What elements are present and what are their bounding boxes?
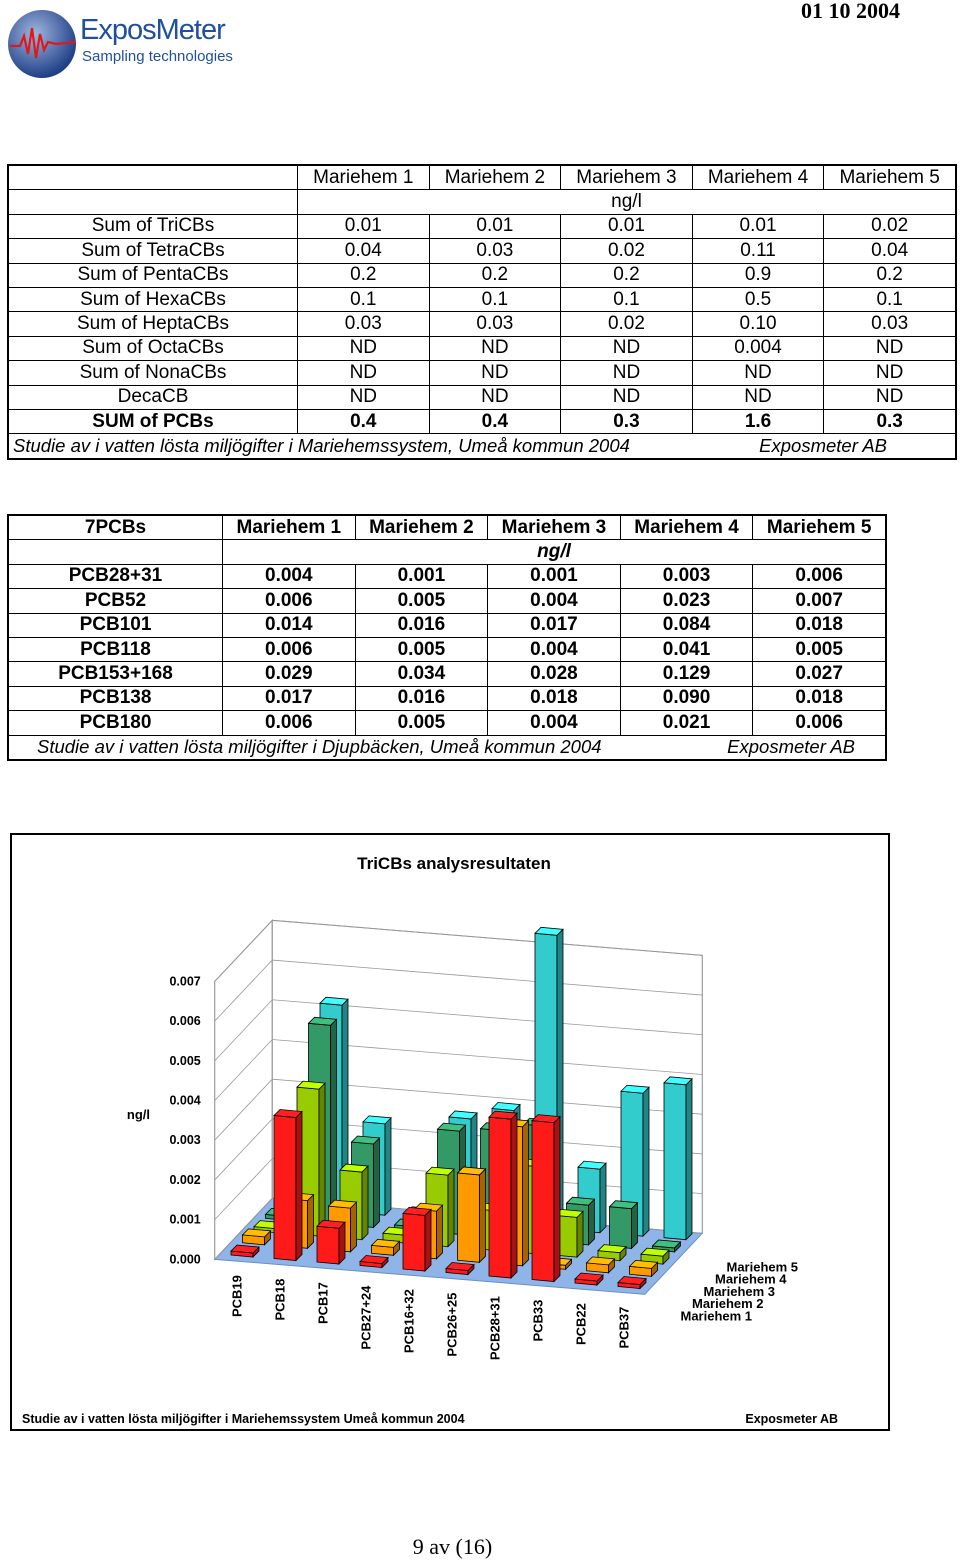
table-cell: 0.001 <box>355 564 488 588</box>
unit-row <box>8 540 886 564</box>
chart-bar <box>664 1077 692 1240</box>
table-cell: 0.03 <box>824 312 956 336</box>
table-cell: 0.1 <box>298 287 430 311</box>
chart-canvas <box>12 835 888 1429</box>
table-cell: 0.004 <box>488 637 621 661</box>
table-cell: 0.2 <box>298 263 430 287</box>
table-cell: 0.04 <box>824 239 956 263</box>
table-cell: 0.017 <box>488 613 621 637</box>
corner-cell <box>8 165 298 190</box>
table-cell: 0.02 <box>561 239 693 263</box>
table-cell: 0.129 <box>620 662 753 686</box>
unit-label: ng/l <box>298 190 957 214</box>
table-cell: 0.084 <box>620 613 753 637</box>
x-tick-label: PCB33 <box>530 1299 546 1342</box>
chart-bar <box>618 1277 646 1289</box>
chart-bar <box>360 1256 388 1268</box>
table-footer <box>8 735 886 760</box>
table-cell: 0.005 <box>355 589 488 613</box>
footer-right: Exposmeter AB <box>759 434 887 456</box>
table-cell: 0.3 <box>561 409 693 433</box>
table-cell: 0.007 <box>753 589 886 613</box>
table-cell: 0.3 <box>824 409 956 433</box>
table-cell: 0.4 <box>298 409 430 433</box>
x-tick-label: PCB17 <box>315 1282 331 1325</box>
table-cell: ND <box>429 336 561 360</box>
row-label: Sum of HeptaCBs <box>8 312 298 336</box>
table-cell: 0.006 <box>223 637 356 661</box>
row-label: PCB118 <box>8 637 223 661</box>
y-tick-label: 0.004 <box>169 1093 201 1108</box>
y-tick-label: 0.002 <box>169 1172 201 1187</box>
row-label: PCB153+168 <box>8 662 223 686</box>
table-cell: 0.005 <box>355 711 488 735</box>
x-tick-label: PCB19 <box>229 1275 245 1318</box>
row-label: Sum of NonaCBs <box>8 361 298 385</box>
row-label: Sum of TriCBs <box>8 214 298 238</box>
exposmeter-logo <box>6 6 266 82</box>
table-cell: 0.04 <box>298 239 430 263</box>
footer-right: Exposmeter AB <box>727 736 855 758</box>
table-cell: 0.004 <box>488 589 621 613</box>
x-tick-label: PCB27+24 <box>358 1285 374 1350</box>
x-tick-label: PCB22 <box>573 1303 589 1346</box>
row-label: PCB101 <box>8 613 223 637</box>
pcb-sums-table <box>7 164 957 460</box>
empty-cell <box>8 190 298 214</box>
seven-pcbs-table <box>7 514 887 761</box>
footer-left: Studie av i vatten lösta miljögifter i Djupbäcken, Umeå kommun 2004 <box>37 736 602 758</box>
column-header: Mariehem 1 <box>298 165 430 190</box>
table-cell: ND <box>824 385 956 409</box>
table-footer-row <box>8 434 956 459</box>
logo-title: ExposMeter <box>80 14 225 46</box>
row-label: PCB28+31 <box>8 564 223 588</box>
table-cell: 0.03 <box>429 239 561 263</box>
table-cell: 0.028 <box>488 662 621 686</box>
logo-subtitle: Sampling technologies <box>82 48 233 65</box>
table-cell: 0.10 <box>692 312 824 336</box>
table-row <box>8 287 956 311</box>
table-cell: 0.01 <box>692 214 824 238</box>
header-row <box>8 515 886 540</box>
table-cell: 0.02 <box>824 214 956 238</box>
chart-bar <box>575 1273 603 1285</box>
chart-title: TriCBs analysresultaten <box>357 854 551 873</box>
table-cell: 0.027 <box>753 662 886 686</box>
row-label: DecaCB <box>8 385 298 409</box>
table-row <box>8 239 956 263</box>
table-cell: ND <box>561 385 693 409</box>
table-cell: 0.03 <box>429 312 561 336</box>
table-footer-row <box>8 735 886 760</box>
legend-entry: Mariehem 4 <box>715 1271 787 1287</box>
column-header: Mariehem 5 <box>824 165 956 190</box>
table-cell: 0.006 <box>753 711 886 735</box>
table-row <box>8 409 956 433</box>
table-row <box>8 564 886 588</box>
table-cell: 0.01 <box>429 214 561 238</box>
chart-bar <box>317 1220 345 1264</box>
table-cell: 0.034 <box>355 662 488 686</box>
table-cell: 0.2 <box>561 263 693 287</box>
chart-bar <box>403 1207 431 1271</box>
row-label: Sum of HexaCBs <box>8 287 298 311</box>
column-header: Mariehem 2 <box>355 515 488 540</box>
logo-globe-icon <box>6 6 82 82</box>
table-cell: ND <box>692 361 824 385</box>
table-cell: 0.11 <box>692 239 824 263</box>
chart-bar <box>243 1229 271 1245</box>
chart-bar <box>458 1167 486 1262</box>
legend-entry: Mariehem 2 <box>692 1296 764 1312</box>
table-cell: ND <box>429 361 561 385</box>
table-cell: ND <box>824 361 956 385</box>
chart-footer-left: Studie av i vatten lösta miljögifter i Mariehemssystem Umeå kommun 2004 <box>22 1412 465 1426</box>
x-tick-label: PCB16+32 <box>401 1289 417 1354</box>
table-cell: ND <box>824 336 956 360</box>
y-tick-label: 0.000 <box>169 1252 201 1267</box>
table-cell: 0.014 <box>223 613 356 637</box>
table-cell: 0.006 <box>753 564 886 588</box>
table-cell: 0.004 <box>488 711 621 735</box>
table-cell: 0.004 <box>692 336 824 360</box>
table-row <box>8 613 886 637</box>
document-date: 01 10 2004 <box>801 0 900 23</box>
table-cell: 1.6 <box>692 409 824 433</box>
header-row <box>8 165 956 190</box>
table-row <box>8 385 956 409</box>
column-header: Mariehem 4 <box>692 165 824 190</box>
row-label: SUM of PCBs <box>8 409 298 433</box>
table-cell: 0.1 <box>561 287 693 311</box>
table-cell: 0.018 <box>488 686 621 710</box>
table-row <box>8 589 886 613</box>
table-cell: 0.9 <box>692 263 824 287</box>
table-cell: 0.018 <box>753 613 886 637</box>
column-header: Mariehem 5 <box>753 515 886 540</box>
table-cell: 0.006 <box>223 711 356 735</box>
table-cell: 0.5 <box>692 287 824 311</box>
page-number: 9 av (16) <box>412 1534 493 1559</box>
column-header: Mariehem 3 <box>488 515 621 540</box>
table-row <box>8 711 886 735</box>
table-cell: 0.021 <box>620 711 753 735</box>
footer-left: Studie av i vatten lösta miljögifter i Mariehemssystem, Umeå kommun 2004 <box>13 434 630 456</box>
chart-bar <box>532 1115 560 1282</box>
table-row <box>8 662 886 686</box>
chart-bar <box>610 1201 638 1249</box>
chart-legend <box>681 1259 799 1323</box>
chart-footer-right: Exposmeter AB <box>745 1412 838 1426</box>
table-cell: 0.02 <box>561 312 693 336</box>
table-cell: 0.005 <box>753 637 886 661</box>
chart-y-axis <box>169 974 200 1266</box>
table-row <box>8 336 956 360</box>
x-tick-label: PCB26+25 <box>444 1292 460 1357</box>
column-header: Mariehem 2 <box>429 165 561 190</box>
table-cell: 0.01 <box>561 214 693 238</box>
chart-bar <box>587 1257 615 1273</box>
row-label: Sum of TetraCBs <box>8 239 298 263</box>
legend-entry: Mariehem 3 <box>703 1283 776 1299</box>
table-row <box>8 637 886 661</box>
table-cell: ND <box>298 361 430 385</box>
row-label: Sum of OctaCBs <box>8 336 298 360</box>
table-cell: 0.017 <box>223 686 356 710</box>
table-cell: 0.1 <box>429 287 561 311</box>
y-tick-label: 0.003 <box>169 1133 201 1148</box>
empty-cell <box>8 540 223 564</box>
table-cell: 0.001 <box>488 564 621 588</box>
table-cell: 0.018 <box>753 686 886 710</box>
table-cell: ND <box>692 385 824 409</box>
chart-bar <box>489 1111 517 1278</box>
table-row <box>8 263 956 287</box>
table-cell: ND <box>561 336 693 360</box>
table-cell: ND <box>561 361 693 385</box>
unit-row <box>8 190 956 214</box>
unit-label: ng/l <box>223 540 887 564</box>
table-cell: 0.2 <box>824 263 956 287</box>
y-tick-label: 0.001 <box>169 1212 201 1227</box>
chart-bar <box>231 1245 259 1257</box>
row-label: Sum of PentaCBs <box>8 263 298 287</box>
column-header: Mariehem 4 <box>620 515 753 540</box>
table-row <box>8 361 956 385</box>
table-cell: ND <box>298 336 430 360</box>
x-tick-label: PCB28+31 <box>487 1296 503 1361</box>
row-label: PCB52 <box>8 589 223 613</box>
y-tick-label: 0.006 <box>169 1014 201 1029</box>
table-cell: 0.006 <box>223 589 356 613</box>
row-label: PCB138 <box>8 686 223 710</box>
table-cell: ND <box>429 385 561 409</box>
table-row <box>8 686 886 710</box>
table-cell: 0.2 <box>429 263 561 287</box>
chart-bar <box>446 1263 474 1275</box>
row-label: PCB180 <box>8 711 223 735</box>
table-cell: 0.004 <box>223 564 356 588</box>
table-cell: 0.1 <box>824 287 956 311</box>
table-cell: 0.003 <box>620 564 753 588</box>
table-cell: 0.090 <box>620 686 753 710</box>
chart-bar <box>630 1260 658 1276</box>
column-header: Mariehem 3 <box>561 165 693 190</box>
x-tick-label: PCB37 <box>616 1306 632 1349</box>
chart-y-label: ng/l <box>126 1107 150 1122</box>
table-row <box>8 312 956 336</box>
y-tick-label: 0.007 <box>169 974 201 989</box>
column-header: Mariehem 1 <box>223 515 356 540</box>
table-cell: 0.029 <box>223 662 356 686</box>
table-cell: 0.023 <box>620 589 753 613</box>
table-cell: 0.016 <box>355 613 488 637</box>
corner-cell: 7PCBs <box>8 515 223 540</box>
table-cell: 0.03 <box>298 312 430 336</box>
table-row <box>8 214 956 238</box>
table-cell: 0.016 <box>355 686 488 710</box>
table-cell: 0.4 <box>429 409 561 433</box>
x-tick-label: PCB18 <box>272 1278 288 1321</box>
chart-bar <box>274 1110 302 1261</box>
table-cell: 0.01 <box>298 214 430 238</box>
legend-entry: Mariehem 5 <box>726 1259 799 1275</box>
table-cell: 0.005 <box>355 637 488 661</box>
legend-entry: Mariehem 1 <box>680 1308 753 1324</box>
table-footer <box>8 434 956 459</box>
table-cell: 0.041 <box>620 637 753 661</box>
chart-bar <box>372 1239 400 1255</box>
y-tick-label: 0.005 <box>169 1053 201 1068</box>
tricbs-chart <box>10 833 890 1431</box>
table-cell: ND <box>298 385 430 409</box>
